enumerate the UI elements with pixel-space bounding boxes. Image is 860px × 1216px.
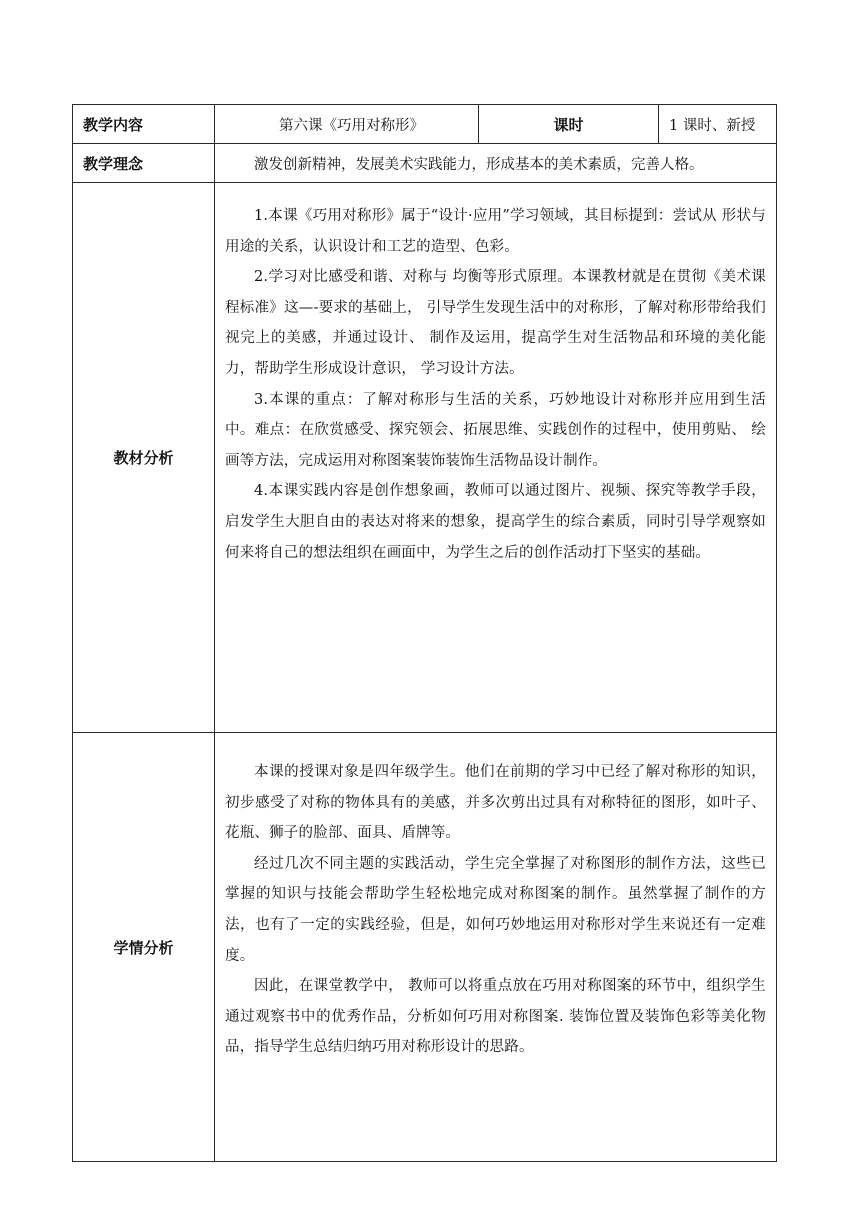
student-paragraph-3: 因此，在课堂教学中， 教师可以将重点放在巧用对称图案的环节中，组织学生通过观察书中的优秀作品，分析如何巧用对称图案. 装饰位置及装饰色彩等美化物品，指导学生总结归纳巧用对称形设计的思路。 [225, 978, 766, 1056]
idea-text: 激发创新精神，发展美术实践能力，形成基本的美术素质，完善人格。 [215, 144, 777, 183]
idea-row [73, 144, 777, 183]
header-row [73, 105, 777, 144]
lesson-plan-table [72, 104, 777, 1162]
student-analysis-row [73, 733, 777, 1162]
material-paragraph-4: 4.本课实践内容是创作想象画，教师可以通过图片、视频、探究等教学手段，启发学生大胆自由的表达对将来的想象，提高学生的综合素质，同时引导学观察如何来将自己的想法组织在画面中，为学生之后的创作活动打下坚实的基础。 [225, 483, 766, 561]
material-analysis-row [73, 183, 777, 733]
student-paragraph-1: 本课的授课对象是四年级学生。他们在前期的学习中已经了解对称形的知识，初步感受了对称的物体具有的美感，并多次剪出过具有对称特征的图形，如叶子、花瓶、狮子的脸部、面具、盾牌等。 [225, 764, 766, 842]
student-analysis-label: 学情分析 [73, 733, 215, 1162]
content-label: 教学内容 [73, 105, 215, 144]
period-label: 课时 [479, 105, 659, 144]
student-paragraph-2: 经过几次不同主题的实践活动，学生完全掌握了对称图形的制作方法，这些已掌握的知识与技能会帮助学生轻松地完成对称图案的制作。虽然掌握了制作的方法，也有了一定的实践经验，但是，如何巧妙地运用对称形对学生来说还有一定难度。 [225, 855, 766, 964]
material-analysis-label: 教材分析 [73, 183, 215, 733]
material-paragraph-1: 1.本课《巧用对称形》属于“设计·应用”学习领域，其目标提到：尝试从 形状与用途的关系，认识设计和工艺的造型、色彩。 [225, 208, 766, 255]
material-analysis-body [215, 183, 777, 733]
material-paragraph-3: 3.本课的重点：了解对称形与生活的关系，巧妙地设计对称形并应用到生活中。难点：在欣赏感受、探究领会、拓展思维、实践创作的过程中，使用剪贴、 绘画等方法，完成运用对称图案装饰装饰生活物品设计制作。 [225, 391, 766, 469]
idea-label: 教学理念 [73, 144, 215, 183]
period-value: 1 课时、新授 [659, 105, 777, 144]
material-paragraph-2: 2.学习对比感受和谐、对称与 均衡等形式原理。本课教材就是在贯彻《美术课程标准》这—-要求的基础上， 引导学生发现生活中的对称形，了解对称形带给我们视完上的美感，并通过设计、 制作及运用，提高学生对生活物品和环境的美化能力，帮助学生形成设计意识， 学习设计方法。 [225, 269, 766, 377]
student-analysis-body [215, 733, 777, 1162]
content-value: 第六课《巧用对称形》 [215, 105, 479, 144]
